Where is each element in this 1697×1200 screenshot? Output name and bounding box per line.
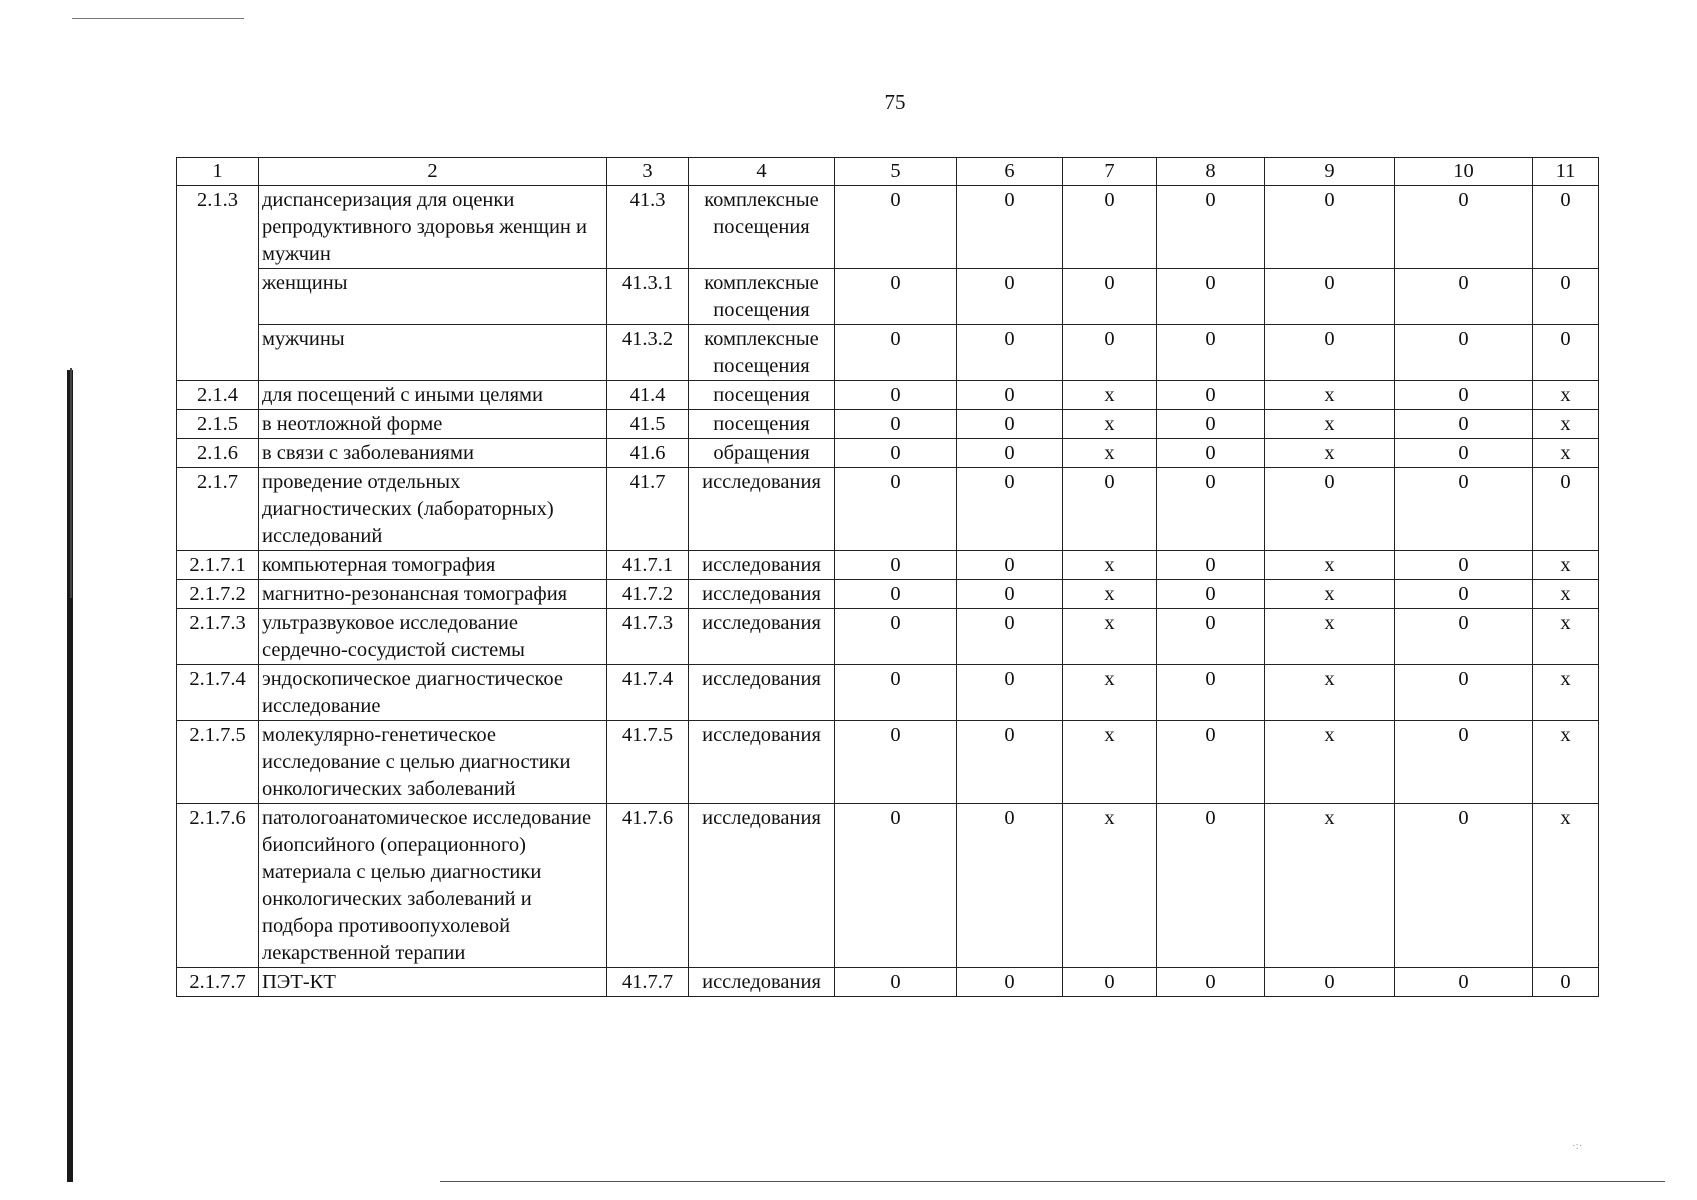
row-code-cell: 41.7.3 <box>607 609 689 665</box>
value-cell-col8: 0 <box>1157 721 1265 804</box>
table-row <box>177 665 1599 721</box>
top-scan-rule <box>72 18 244 19</box>
header-cell-6: 6 <box>957 158 1063 186</box>
data-table <box>176 157 1599 997</box>
value-cell-col11: х <box>1533 804 1599 968</box>
row-number-cell: 2.1.7.1 <box>177 551 259 580</box>
value-cell-col7: 0 <box>1063 468 1157 551</box>
value-cell-col6: 0 <box>957 468 1063 551</box>
value-cell-col9: х <box>1265 381 1395 410</box>
row-code-cell: 41.3.1 <box>607 269 689 325</box>
value-cell-col5: 0 <box>835 381 957 410</box>
value-cell-col8: 0 <box>1157 410 1265 439</box>
value-cell-col11: х <box>1533 580 1599 609</box>
value-cell-col10: 0 <box>1395 804 1533 968</box>
row-name-cell: ПЭТ-КТ <box>259 968 607 997</box>
table-row <box>177 325 1599 381</box>
value-cell-col10: 0 <box>1395 468 1533 551</box>
value-cell-col6: 0 <box>957 609 1063 665</box>
value-cell-col11: х <box>1533 551 1599 580</box>
value-cell-col8: 0 <box>1157 609 1265 665</box>
row-unit-cell: исследования <box>689 580 835 609</box>
row-number-cell: 2.1.7.6 <box>177 804 259 968</box>
value-cell-col6: 0 <box>957 968 1063 997</box>
value-cell-col10: 0 <box>1395 186 1533 269</box>
value-cell-col9: 0 <box>1265 325 1395 381</box>
value-cell-col10: 0 <box>1395 325 1533 381</box>
value-cell-col9: х <box>1265 410 1395 439</box>
value-cell-col7: 0 <box>1063 968 1157 997</box>
value-cell-col5: 0 <box>835 968 957 997</box>
table-row <box>177 468 1599 551</box>
row-unit-cell: посещения <box>689 410 835 439</box>
value-cell-col7: х <box>1063 439 1157 468</box>
row-code-cell: 41.5 <box>607 410 689 439</box>
row-unit-cell: посещения <box>689 381 835 410</box>
table-row <box>177 410 1599 439</box>
header-cell-9: 9 <box>1265 158 1395 186</box>
row-name-cell: проведение отдельных диагностических (лабораторных) исследований <box>259 468 607 551</box>
row-unit-cell: исследования <box>689 721 835 804</box>
value-cell-col9: 0 <box>1265 968 1395 997</box>
value-cell-col5: 0 <box>835 804 957 968</box>
row-name-cell: диспансеризация для оценки репродуктивного здоровья женщин и мужчин <box>259 186 607 269</box>
value-cell-col6: 0 <box>957 325 1063 381</box>
row-number-cell: 2.1.5 <box>177 410 259 439</box>
value-cell-col9: х <box>1265 580 1395 609</box>
value-cell-col10: 0 <box>1395 665 1533 721</box>
row-name-cell: молекулярно-генетическое исследование с целью диагностики онкологических заболеваний <box>259 721 607 804</box>
row-unit-cell: исследования <box>689 968 835 997</box>
row-number-cell: 2.1.7.7 <box>177 968 259 997</box>
row-name-cell: для посещений с иными целями <box>259 381 607 410</box>
value-cell-col10: 0 <box>1395 721 1533 804</box>
value-cell-col5: 0 <box>835 410 957 439</box>
value-cell-col11: 0 <box>1533 269 1599 325</box>
value-cell-col5: 0 <box>835 439 957 468</box>
value-cell-col8: 0 <box>1157 968 1265 997</box>
row-code-cell: 41.3 <box>607 186 689 269</box>
value-cell-col7: х <box>1063 381 1157 410</box>
value-cell-col7: х <box>1063 804 1157 968</box>
row-code-cell: 41.7 <box>607 468 689 551</box>
row-name-cell: мужчины <box>259 325 607 381</box>
value-cell-col6: 0 <box>957 721 1063 804</box>
value-cell-col11: х <box>1533 410 1599 439</box>
row-code-cell: 41.4 <box>607 381 689 410</box>
value-cell-col7: х <box>1063 609 1157 665</box>
row-unit-cell: комплексные посещения <box>689 325 835 381</box>
value-cell-col11: х <box>1533 439 1599 468</box>
value-cell-col9: х <box>1265 721 1395 804</box>
table-row <box>177 186 1599 269</box>
value-cell-col11: х <box>1533 609 1599 665</box>
row-name-cell: эндоскопическое диагностическое исследование <box>259 665 607 721</box>
value-cell-col7: х <box>1063 665 1157 721</box>
row-unit-cell: исследования <box>689 804 835 968</box>
header-cell-3: 3 <box>607 158 689 186</box>
table-row <box>177 609 1599 665</box>
value-cell-col5: 0 <box>835 551 957 580</box>
value-cell-col9: 0 <box>1265 468 1395 551</box>
value-cell-col6: 0 <box>957 381 1063 410</box>
row-code-cell: 41.7.7 <box>607 968 689 997</box>
row-unit-cell: комплексные посещения <box>689 269 835 325</box>
header-cell-10: 10 <box>1395 158 1533 186</box>
value-cell-col11: х <box>1533 721 1599 804</box>
value-cell-col11: 0 <box>1533 186 1599 269</box>
header-cell-7: 7 <box>1063 158 1157 186</box>
row-unit-cell: обращения <box>689 439 835 468</box>
row-number-cell: 2.1.7.2 <box>177 580 259 609</box>
value-cell-col9: х <box>1265 804 1395 968</box>
value-cell-col5: 0 <box>835 186 957 269</box>
value-cell-col6: 0 <box>957 551 1063 580</box>
value-cell-col10: 0 <box>1395 410 1533 439</box>
value-cell-col6: 0 <box>957 439 1063 468</box>
row-unit-cell: комплексные посещения <box>689 186 835 269</box>
table-row <box>177 721 1599 804</box>
value-cell-col8: 0 <box>1157 439 1265 468</box>
row-unit-cell: исследования <box>689 551 835 580</box>
table-row <box>177 381 1599 410</box>
row-unit-cell: исследования <box>689 468 835 551</box>
value-cell-col7: 0 <box>1063 186 1157 269</box>
table-header-row <box>177 158 1599 186</box>
value-cell-col8: 0 <box>1157 381 1265 410</box>
value-cell-col10: 0 <box>1395 269 1533 325</box>
table-row <box>177 968 1599 997</box>
value-cell-col7: х <box>1063 580 1157 609</box>
row-number-cell: 2.1.6 <box>177 439 259 468</box>
value-cell-col10: 0 <box>1395 968 1533 997</box>
header-cell-4: 4 <box>689 158 835 186</box>
value-cell-col10: 0 <box>1395 551 1533 580</box>
row-code-cell: 41.6 <box>607 439 689 468</box>
row-code-cell: 41.7.1 <box>607 551 689 580</box>
value-cell-col8: 0 <box>1157 580 1265 609</box>
value-cell-col6: 0 <box>957 269 1063 325</box>
row-code-cell: 41.7.5 <box>607 721 689 804</box>
table-row <box>177 439 1599 468</box>
value-cell-col8: 0 <box>1157 551 1265 580</box>
value-cell-col8: 0 <box>1157 665 1265 721</box>
row-name-cell: компьютерная томография <box>259 551 607 580</box>
value-cell-col6: 0 <box>957 186 1063 269</box>
value-cell-col9: х <box>1265 551 1395 580</box>
value-cell-col11: 0 <box>1533 468 1599 551</box>
value-cell-col6: 0 <box>957 804 1063 968</box>
value-cell-col5: 0 <box>835 580 957 609</box>
value-cell-col5: 0 <box>835 665 957 721</box>
row-name-cell: патологоанатомическое исследование биопсийного (операционного) материала с целью диагностики онкологических заболеваний и подбора противоопухолевой лекарственной терапии <box>259 804 607 968</box>
value-cell-col8: 0 <box>1157 468 1265 551</box>
value-cell-col10: 0 <box>1395 580 1533 609</box>
page-number: 75 <box>884 90 906 114</box>
value-cell-col10: 0 <box>1395 609 1533 665</box>
value-cell-col8: 0 <box>1157 325 1265 381</box>
value-cell-col11: х <box>1533 381 1599 410</box>
row-name-cell: в связи с заболеваниями <box>259 439 607 468</box>
row-unit-cell: исследования <box>689 665 835 721</box>
header-cell-8: 8 <box>1157 158 1265 186</box>
value-cell-col9: х <box>1265 439 1395 468</box>
row-unit-cell: исследования <box>689 609 835 665</box>
row-number-cell: 2.1.7.4 <box>177 665 259 721</box>
value-cell-col6: 0 <box>957 580 1063 609</box>
bottom-scan-rule <box>440 1181 1665 1182</box>
table-row <box>177 269 1599 325</box>
row-number-cell: 2.1.4 <box>177 381 259 410</box>
value-cell-col7: х <box>1063 410 1157 439</box>
value-cell-col8: 0 <box>1157 186 1265 269</box>
row-number-cell: 2.1.7 <box>177 468 259 551</box>
value-cell-col5: 0 <box>835 269 957 325</box>
row-number-cell: 2.1.7.5 <box>177 721 259 804</box>
value-cell-col11: 0 <box>1533 968 1599 997</box>
row-number-cell: 2.1.3 <box>177 186 259 381</box>
value-cell-col7: 0 <box>1063 269 1157 325</box>
scan-speck: ·:· <box>1572 1140 1583 1152</box>
value-cell-col5: 0 <box>835 609 957 665</box>
row-code-cell: 41.7.6 <box>607 804 689 968</box>
value-cell-col6: 0 <box>957 665 1063 721</box>
row-code-cell: 41.7.4 <box>607 665 689 721</box>
value-cell-col7: х <box>1063 721 1157 804</box>
value-cell-col5: 0 <box>835 468 957 551</box>
table-body <box>177 158 1599 997</box>
value-cell-col5: 0 <box>835 721 957 804</box>
table-row <box>177 551 1599 580</box>
value-cell-col6: 0 <box>957 410 1063 439</box>
table-row <box>177 580 1599 609</box>
value-cell-col7: 0 <box>1063 325 1157 381</box>
row-code-cell: 41.3.2 <box>607 325 689 381</box>
value-cell-col10: 0 <box>1395 439 1533 468</box>
value-cell-col9: 0 <box>1265 269 1395 325</box>
value-cell-col8: 0 <box>1157 804 1265 968</box>
left-scan-edge-thin <box>70 368 72 598</box>
table-row <box>177 804 1599 968</box>
value-cell-col11: 0 <box>1533 325 1599 381</box>
value-cell-col11: х <box>1533 665 1599 721</box>
row-code-cell: 41.7.2 <box>607 580 689 609</box>
row-name-cell: ультразвуковое исследование сердечно-сосудистой системы <box>259 609 607 665</box>
header-cell-11: 11 <box>1533 158 1599 186</box>
value-cell-col9: х <box>1265 609 1395 665</box>
value-cell-col9: х <box>1265 665 1395 721</box>
value-cell-col10: 0 <box>1395 381 1533 410</box>
header-cell-2: 2 <box>259 158 607 186</box>
header-cell-5: 5 <box>835 158 957 186</box>
row-name-cell: женщины <box>259 269 607 325</box>
row-name-cell: магнитно-резонансная томография <box>259 580 607 609</box>
value-cell-col5: 0 <box>835 325 957 381</box>
value-cell-col7: х <box>1063 551 1157 580</box>
row-number-cell: 2.1.7.3 <box>177 609 259 665</box>
header-cell-1: 1 <box>177 158 259 186</box>
row-name-cell: в неотложной форме <box>259 410 607 439</box>
value-cell-col9: 0 <box>1265 186 1395 269</box>
value-cell-col8: 0 <box>1157 269 1265 325</box>
